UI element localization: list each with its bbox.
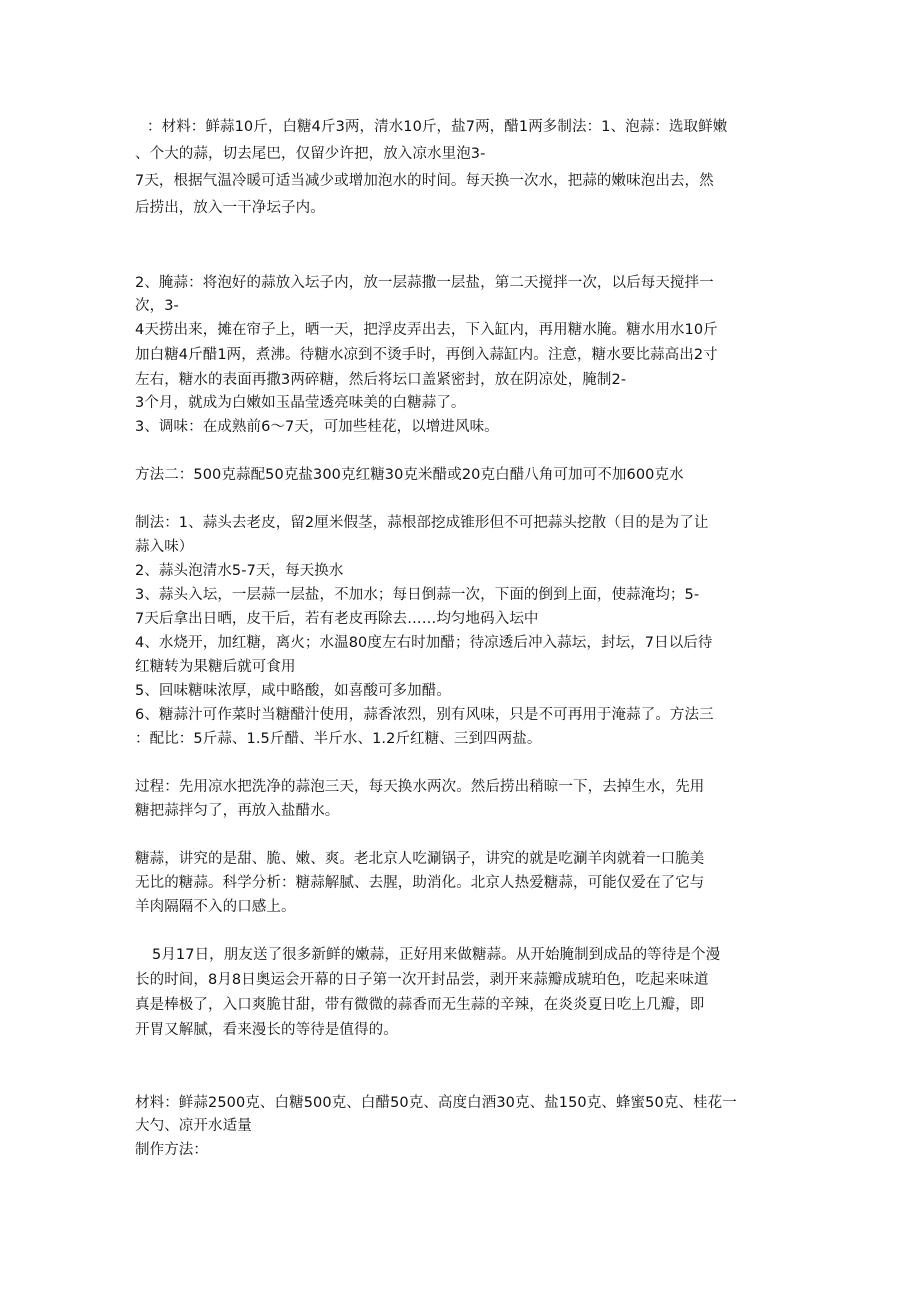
text-line: 左右，糖水的表面再撒3两碎糖，然后将坛口盖紧密封，放在阴凉处，腌制2- bbox=[135, 372, 627, 388]
text-line: 7天，根据气温冷暖可适当减少或增加泡水的时间。每天换一次水，把蒜的嫩味泡出去，然 bbox=[135, 173, 714, 189]
text-line: 次，3- bbox=[135, 298, 179, 314]
text-line: 红糖转为果糖后就可食用 bbox=[135, 659, 296, 675]
text-line: 、个大的蒜，切去尾巴，仅留少许把，放入凉水里泡3- bbox=[135, 146, 486, 162]
text-line: 大勺、凉开水适量 bbox=[135, 1118, 252, 1134]
text-line: 3个月，就成为白嫩如玉晶莹透亮味美的白糖蒜了。 bbox=[135, 395, 466, 411]
text-line: 4、水烧开，加红糖，离火；水温80度左右时加醋；待凉透后冲入蒜坛，封坛，7日以后待 bbox=[135, 635, 713, 651]
text-line: 6、糖蒜汁可作菜时当糖醋汁使用，蒜香浓烈，别有风味，只是不可再用于淹蒜了。方法三 bbox=[135, 707, 714, 723]
text-line: 方法二：500克蒜配50克盐300克红糖30克米醋或20克白醋八角可加可不加600克水 bbox=[135, 467, 684, 483]
text-line: 5、回味糖味浓厚，咸中略酸，如喜酸可多加醋。 bbox=[135, 683, 451, 699]
text-line: ：材料：鲜蒜10斤，白糖4斤3两，清水10斤，盐7两，醋1两多制法：1、泡蒜：选取鲜嫩 bbox=[147, 119, 728, 135]
text-line: 开胃又解腻，看来漫长的等待是值得的。 bbox=[135, 1022, 398, 1038]
text-line: 7天后拿出日晒，皮干后，若有老皮再除去……均匀地码入坛中 bbox=[135, 611, 539, 627]
text-line: 3、调味：在成熟前6～7天，可加些桂花，以增进风味。 bbox=[135, 419, 499, 435]
text-line: 糖把蒜拌匀了，再放入盐醋水。 bbox=[135, 803, 340, 819]
text-line: 过程：先用凉水把洗净的蒜泡三天，每天换水两次。然后捞出稍晾一下，去掉生水，先用 bbox=[135, 779, 705, 795]
text-line: 制作方法： bbox=[135, 1142, 208, 1158]
text-line: 制法：1、蒜头去老皮，留2厘米假茎，蒜根部挖成锥形但不可把蒜头挖散（目的是为了让 bbox=[135, 515, 709, 531]
text-line: 5月17日，朋友送了很多新鲜的嫩蒜，正好用来做糖蒜。从开始腌制到成品的等待是个漫 bbox=[152, 947, 721, 963]
text-line: 4天捞出来，摊在帘子上，晒一天，把浮皮弄出去，下入缸内，再用糖水腌。糖水用水10斤 bbox=[135, 322, 718, 338]
text-line: 材料：鲜蒜2500克、白糖500克、白醋50克、高度白酒30克、盐150克、蜂蜜50克、桂花一 bbox=[135, 1095, 737, 1111]
text-line: 羊肉隔隔不入的口感上。 bbox=[135, 899, 296, 915]
text-line: 3、蒜头入坛，一层蒜一层盐，不加水；每日倒蒜一次，下面的倒到上面，使蒜淹均；5- bbox=[135, 587, 700, 603]
text-line: 真是棒极了，入口爽脆甘甜，带有微微的蒜香而无生蒜的辛辣，在炎炎夏日吃上几瓣，即 bbox=[135, 997, 705, 1013]
text-line: 蒜入味） bbox=[135, 539, 194, 555]
text-line: 2、蒜头泡清水5-7天，每天换水 bbox=[135, 563, 344, 579]
text-line: 后捞出，放入一干净坛子内。 bbox=[135, 200, 325, 216]
text-line: 2、腌蒜：将泡好的蒜放入坛子内，放一层蒜撒一层盐，第二天搅拌一次，以后每天搅拌一 bbox=[135, 275, 714, 291]
text-line: 加白糖4斤醋1两，煮沸。待糖水凉到不烫手时，再倒入蒜缸内。注意，糖水要比蒜高出2寸 bbox=[135, 347, 718, 363]
text-line: 无比的糖蒜。科学分析：糖蒜解腻、去腥，助消化。北京人热爱糖蒜，可能仅爱在了它与 bbox=[135, 875, 705, 891]
text-line: ：配比：5斤蒜、1.5斤醋、半斤水、1.2斤红糖、三到四两盐。 bbox=[135, 731, 542, 747]
text-line: 长的时间，8月8日奥运会开幕的日子第一次开封品尝，剥开来蒜瓣成琥珀色，吃起来味道 bbox=[135, 972, 709, 988]
text-line: 糖蒜，讲究的是甜、脆、嫩、爽。老北京人吃涮锅子，讲究的就是吃涮羊肉就着一口脆美 bbox=[135, 851, 705, 867]
